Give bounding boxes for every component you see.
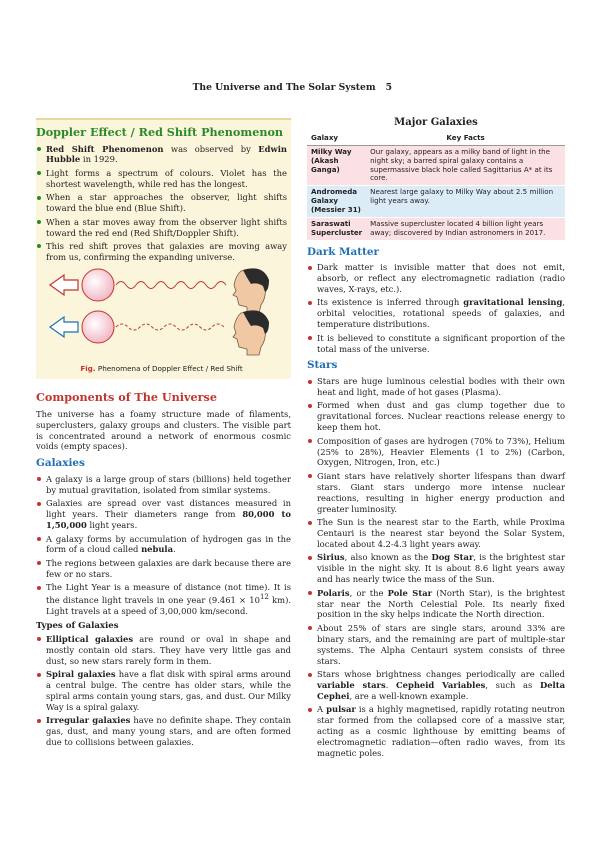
major-galaxies-title: Major Galaxies xyxy=(394,117,478,128)
column-header-facts: Key Facts xyxy=(366,132,565,145)
list-item: Stars are huge luminous celestial bodies with their own heat and light, made of hot gases (Plasma). xyxy=(307,376,565,398)
list-item: About 25% of stars are single stars, around 33% are binary stars, and the remaining are part of multiple-star systems. The Alpha Centauri system consists of three stars. xyxy=(307,623,565,667)
wave-icon xyxy=(116,324,224,330)
list-item: A galaxy is a large group of stars (billions) held together by mutual gravitation, isolated from similar systems. xyxy=(36,474,291,496)
left-column xyxy=(36,118,291,751)
components-intro: The universe has a foamy structure made of filaments, superclusters, galaxy groups and clusters. The visible part is concentrated around a network of enormous cosmic voids (empty spaces). xyxy=(36,408,291,452)
star-icon xyxy=(82,311,114,343)
list-item: Light forms a spectrum of colours. Violet has the shortest wavelength, while red has the longest. xyxy=(36,168,287,190)
table-row xyxy=(307,217,565,240)
table-row xyxy=(307,145,565,185)
list-item: Elliptical galaxies are round or oval in shape and mostly contain old stars. They have very little gas and dust, so new stars rarely form in them. xyxy=(36,634,291,667)
doppler-title: Doppler Effect / Red Shift Phenomenon xyxy=(36,125,284,139)
doppler-figure xyxy=(36,267,287,362)
table-header-row xyxy=(307,132,565,145)
stars-list xyxy=(307,376,565,759)
types-title: Types of Galaxies xyxy=(36,620,119,631)
list-item: Giant stars have relatively shorter lifespans than dwarf stars. Giant stars undergo more intense nuclear reactions, resulting in higher energy production and greater luminosity. xyxy=(307,471,565,515)
page-number: 5 xyxy=(385,82,392,93)
list-item: Dark matter is invisible matter that does not emit, absorb, or reflect any electromagnetic radiation (radio waves, X-rays, etc.). xyxy=(307,262,565,295)
list-item: The Light Year is a measure of distance (not time). It is the distance light travels in one year ($9.461 \times 10^{12}$ km). Light travels at a speed of 3,00,000 km/second. xyxy=(36,582,291,617)
wave-icon xyxy=(116,281,226,288)
star-icon xyxy=(82,269,114,301)
left-arrow-icon xyxy=(50,317,78,337)
galaxy-facts: Nearest large galaxy to Milky Way about 2.5 million light years away. xyxy=(366,186,565,218)
observer-head-icon xyxy=(233,310,269,355)
galaxies-title: Galaxies xyxy=(36,457,85,470)
table-row xyxy=(307,186,565,218)
list-item: Composition of gases are hydrogen (70% to 73%), Helium (25% to 28%), Heavier Elements (1 to 2%) (Carbon, Oxygen, Nitrogen, Iron, etc.) xyxy=(307,436,565,469)
list-item: Its existence is inferred through gravitational lensing, orbital velocities, rotational speeds of galaxies, and temperature distributions. xyxy=(307,297,565,330)
list-item: It is believed to constitute a significant proportion of the total mass of the universe. xyxy=(307,333,565,355)
page-header xyxy=(0,82,600,94)
major-galaxies-table xyxy=(307,132,565,241)
dark-matter-title: Dark Matter xyxy=(307,245,379,258)
figure-caption: Fig. Phenomena of Doppler Effect / Red Shift xyxy=(80,363,243,373)
galaxy-name: Saraswati Supercluster xyxy=(307,217,366,240)
list-item: This red shift proves that galaxies are moving away from us, confirming the expanding universe. xyxy=(36,241,287,263)
list-item: Stars whose brightness changes periodically are called variable stars. Cepheid Variables, such as Delta Cephei, are a well-known example. xyxy=(307,669,565,702)
galaxy-name: Milky Way (Akash Ganga) xyxy=(307,145,366,185)
galaxy-facts: Massive supercluster located 4 billion light years away; discovered by Indian astronomers in 2017. xyxy=(366,217,565,240)
doppler-list xyxy=(36,144,287,263)
observer-head-icon xyxy=(233,268,269,313)
doppler-box xyxy=(36,118,291,379)
list-item: When a star approaches the observer, light shifts toward the blue end (Blue Shift). xyxy=(36,192,287,214)
galaxy-name: Andromeda Galaxy (Messier 31) xyxy=(307,186,366,218)
header-title: The Universe and The Solar System xyxy=(192,82,376,93)
galaxy-facts: Our galaxy, appears as a milky band of light in the night sky; a barred spiral galaxy contains a supermassive black hole called Sagittarius A* at its core. xyxy=(366,145,565,185)
right-column xyxy=(307,116,565,761)
doppler-illustration xyxy=(36,267,291,362)
list-item: The regions between galaxies are dark because there are few or no stars. xyxy=(36,558,291,580)
list-item: Formed when dust and gas clump together due to gravitational forces. Nuclear reactions release energy to keep them hot. xyxy=(307,400,565,433)
components-title: Components of The Universe xyxy=(36,390,217,405)
galaxies-list xyxy=(36,474,291,617)
list-item: Irregular galaxies have no definite shape. They contain gas, dust, and many young stars, and are often formed due to collisions between galaxies. xyxy=(36,715,291,748)
column-header-galaxy: Galaxy xyxy=(307,132,366,145)
types-list xyxy=(36,634,291,748)
list-item: Spiral galaxies have a flat disk with spiral arms around a central bulge. The centre has older stars, while the spiral arms contain young stars, gas, and dust. Our Milky Way is a spiral galaxy. xyxy=(36,669,291,713)
left-arrow-icon xyxy=(50,275,78,295)
list-item: When a star moves away from the observer light shifts toward the red end (Red Shift/Doppler Shift). xyxy=(36,217,287,239)
list-item: Galaxies are spread over vast distances measured in light years. Their diameters range from 80,000 to 1,50,000 light years. xyxy=(36,498,291,531)
list-item: A galaxy forms by accumulation of hydrogen gas in the form of a cloud called nebula. xyxy=(36,534,291,556)
dark-matter-list xyxy=(307,262,565,354)
stars-title: Stars xyxy=(307,359,338,372)
list-item: The Sun is the nearest star to the Earth, while Proxima Centauri is the nearest star beyond the Solar System, located about 4.2-4.3 light years away. xyxy=(307,517,565,550)
list-item: A pulsar is a highly magnetised, rapidly rotating neutron star formed from the collapsed core of a massive star, acting as a cosmic lighthouse by emitting beams of electromagnetic radiation—often radio waves, from its magnetic poles. xyxy=(307,704,565,759)
list-item: Red Shift Phenomenon was observed by Edwin Hubble in 1929. xyxy=(36,144,287,166)
list-item: Polaris, or the Pole Star (North Star), is the brightest star near the North Celestial Pole. Its nearly fixed position in the sky helps indicate the North direction. xyxy=(307,588,565,621)
list-item: Sirius, also known as the Dog Star, is the brightest star visible in the night sky. It is about 8.6 light years away and has nearly twice the mass of the Sun. xyxy=(307,552,565,585)
